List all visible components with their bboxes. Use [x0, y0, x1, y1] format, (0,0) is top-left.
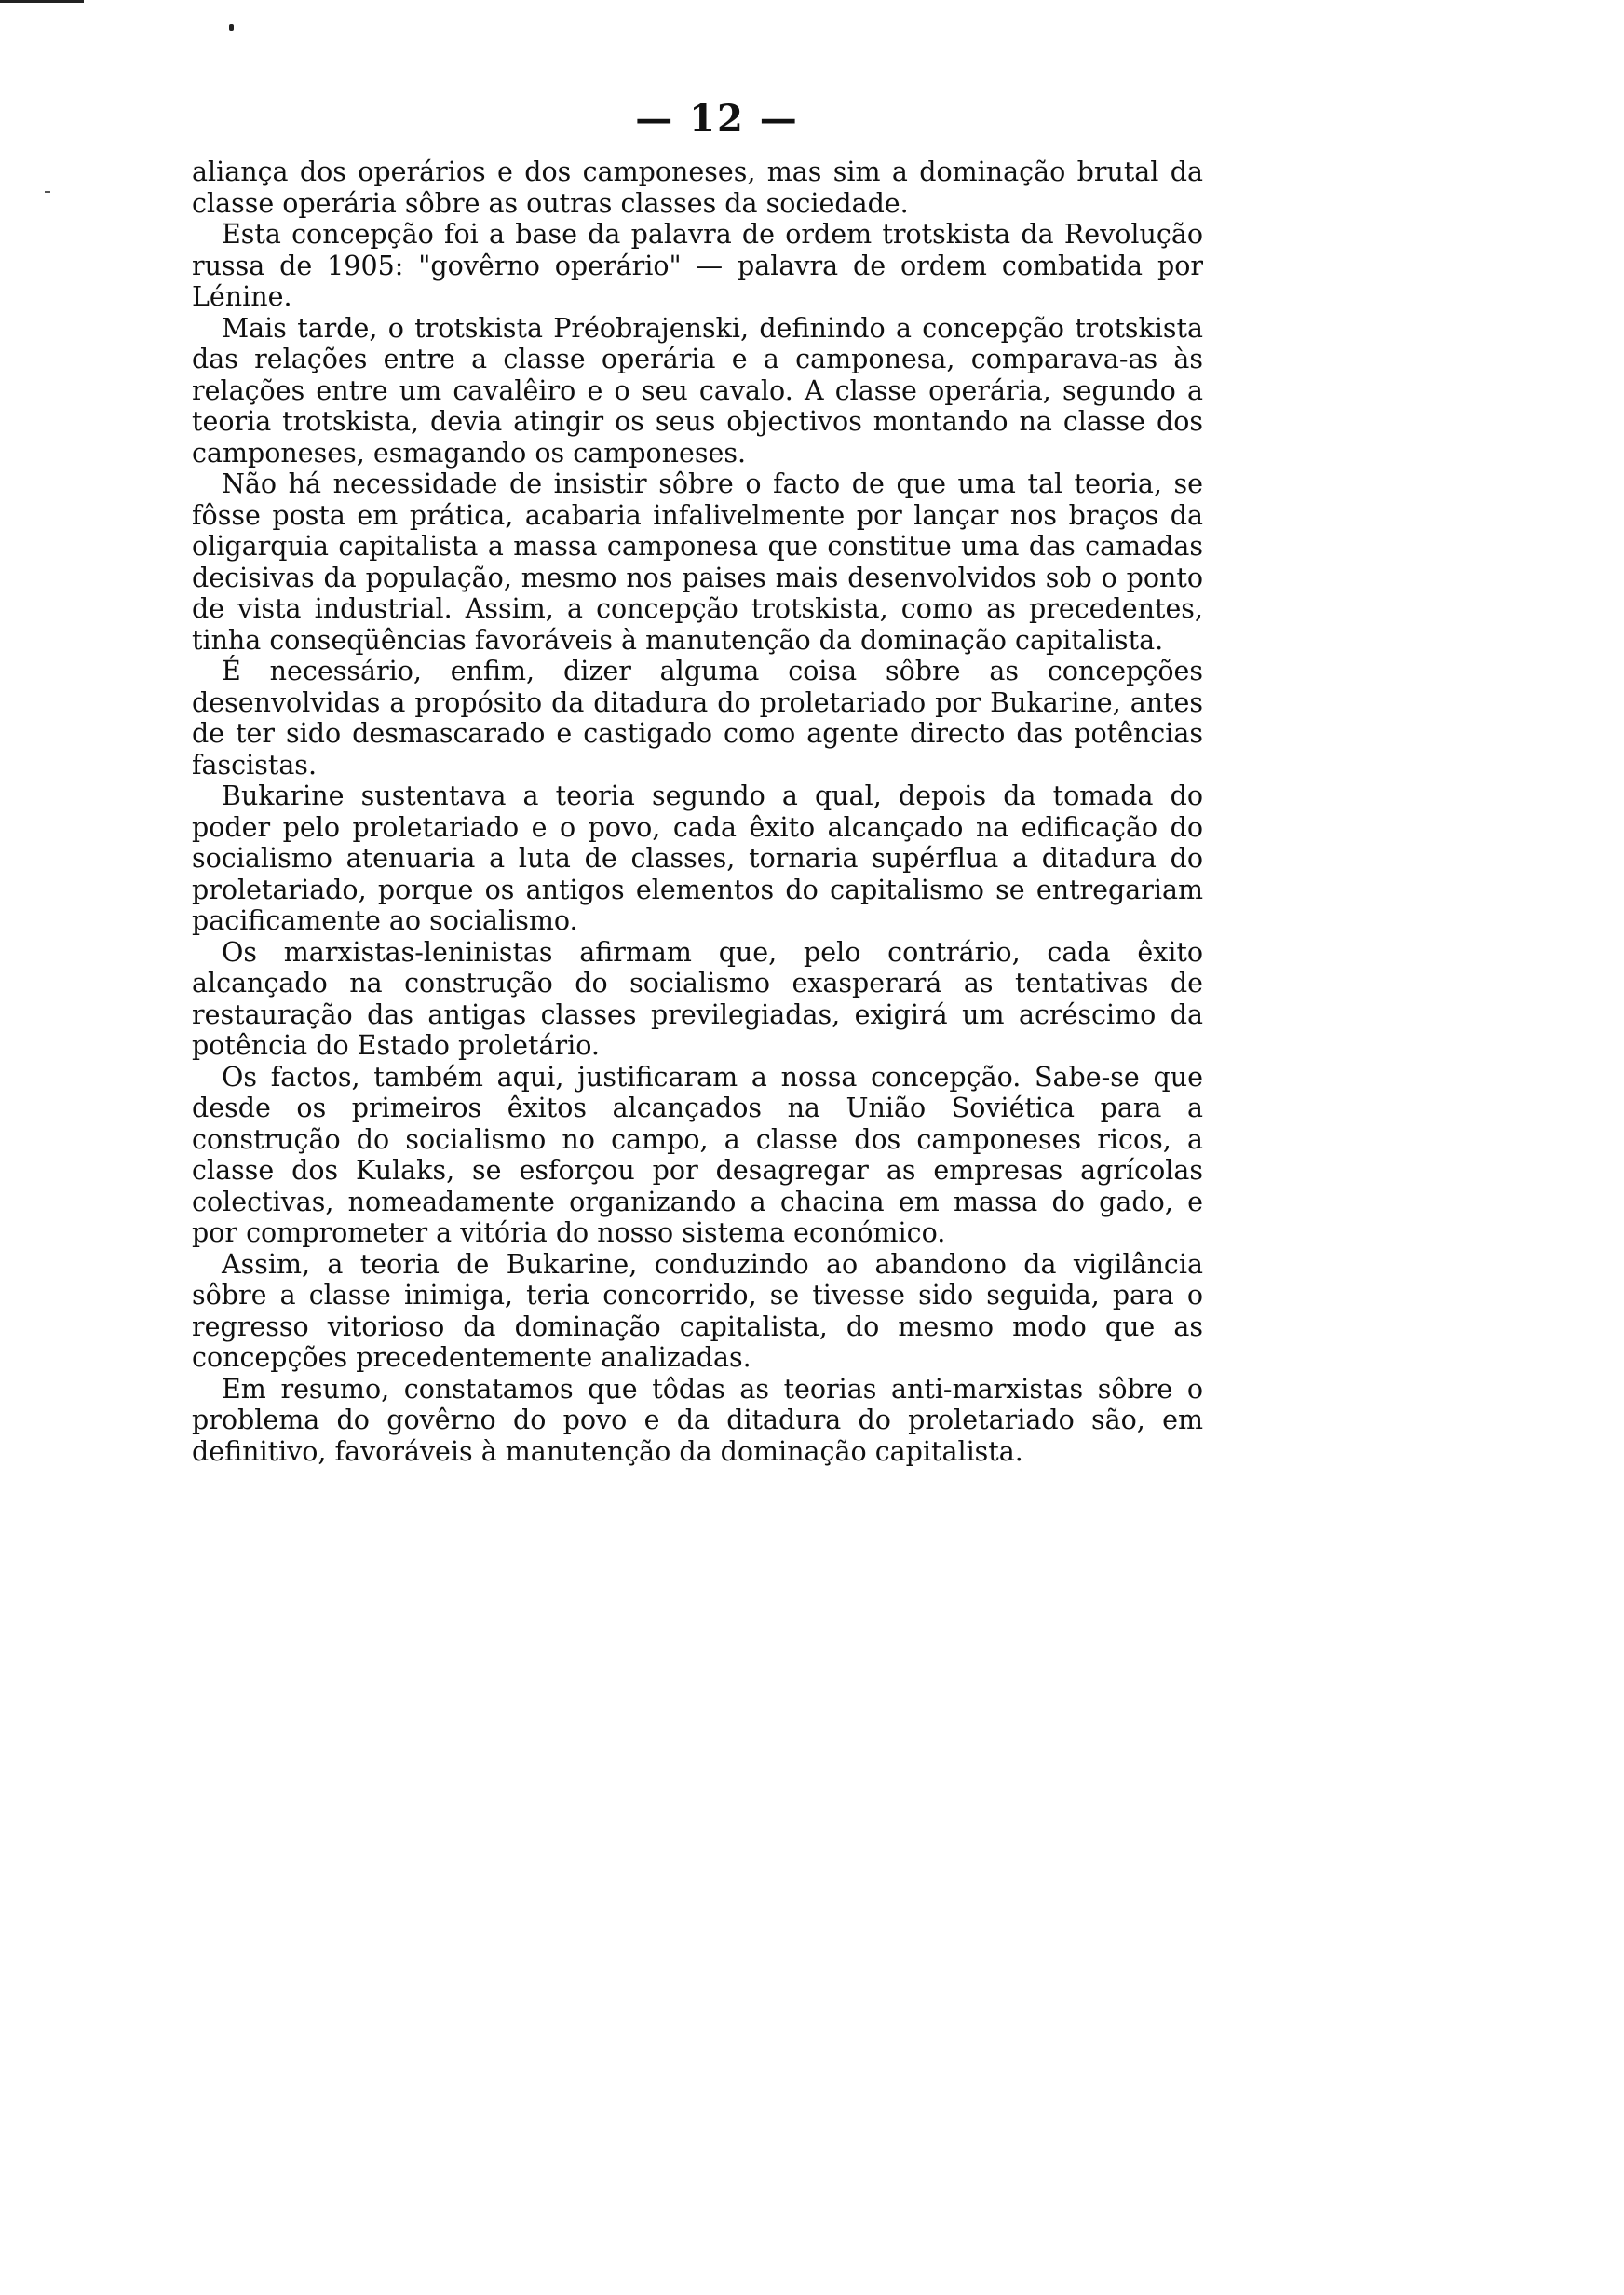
paragraph-7: Os marxistas-leninistas afirmam que, pelo contrário, cada êxito alcançado na construção do socialismo exasperará as tentativas de restauração das antigas classes previlegiadas, exigirá um acréscimo da potência do Estado proletário.	[192, 936, 1203, 1061]
paragraph-8: Os factos, também aqui, justificaram a nossa concepção. Sabe-se que desde os primeiros êxitos alcançados na União Soviética para a construção do socialismo no campo, a classe dos camponeses ricos, a classe dos Kulaks, se esforçou por desagregar as empresas agrícolas colectivas, nomeadamente organizando a chacina em massa do gado, e por comprometer a vitória do nosso sistema económico.	[192, 1061, 1203, 1248]
scan-mark-dot	[229, 24, 234, 31]
page-number: — 12 —	[635, 97, 799, 141]
paragraph-4: Não há necessidade de insistir sôbre o facto de que uma tal teoria, se fôsse posta em prática, acabaria infalivelmente por lançar nos braços da oligarquia capitalista a massa camponesa que constitue uma das camadas decisivas da população, mesmo nos paises mais desenvolvidos sob o ponto de vista industrial. Assim, a concepção trotskista, como as precedentes, tinha conseqüências favoráveis à manutenção da dominação capitalista.	[192, 469, 1203, 656]
paragraph-10: Em resumo, constatamos que tôdas as teorias anti-marxistas sôbre o problema do govêrno do povo e da ditadura do proletariado são, em definitivo, favoráveis à manutenção da dominação capitalista.	[192, 1373, 1203, 1467]
paragraph-5: É necessário, enfim, dizer alguma coisa sôbre as concepções desenvolvidas a propósito da ditadura do proletariado por Bukarine, antes de ter sido desmascarado e castigado como agente directo das potências fascistas.	[192, 656, 1203, 781]
paragraph-9: Assim, a teoria de Bukarine, conduzindo ao abandono da vigilância sôbre a classe inimiga, teria concorrido, se tivesse sido seguida, para o regresso vitorioso da dominação capitalista, do mesmo modo que as concepções precedentemente analizadas.	[192, 1248, 1203, 1373]
scan-mark-top-left	[0, 0, 84, 3]
paragraph-2: Esta concepção foi a base da palavra de ordem trotskista da Revolução russa de 1905: "govêrno operário" — palavra de ordem combatida por Lénine.	[192, 219, 1203, 312]
paragraph-3: Mais tarde, o trotskista Préobrajenski, definindo a concepção trotskista das relações entre a classe operária e a camponesa, comparava-as às relações entre um cavalêiro e o seu cavalo. A classe operária, segundo a teoria trotskista, devia atingir os seus objectivos montando na classe dos camponeses, esmagando os camponeses.	[192, 312, 1203, 469]
paragraph-1: aliança dos operários e dos camponeses, mas sim a dominação brutal da classe operária sôbre as outras classes da sociedade.	[192, 156, 1203, 219]
scan-mark-side	[45, 191, 50, 193]
paragraph-6: Bukarine sustentava a teoria segundo a qual, depois da tomada do poder pelo proletariado e o povo, cada êxito alcançado na edificação do socialismo atenuaria a luta de classes, tornaria supérflua a ditadura do proletariado, porque os antigos elementos do capitalismo se entregariam pacificamente ao socialismo.	[192, 781, 1203, 936]
page-body	[192, 156, 1203, 1467]
